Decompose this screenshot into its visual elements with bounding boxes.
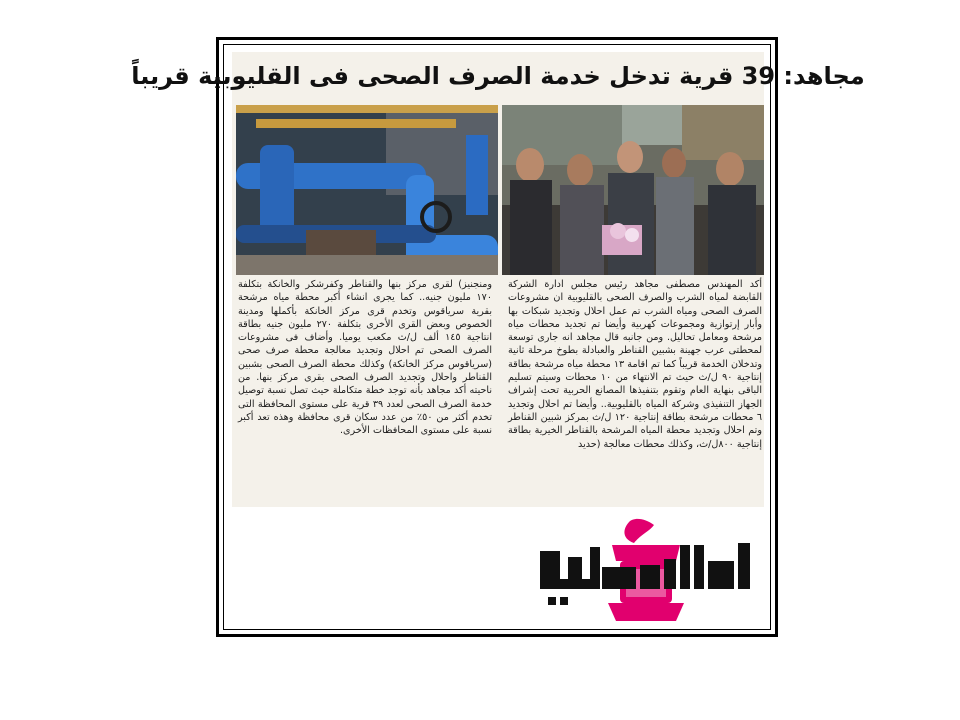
- article-paragraph-left: ومنجنيز) لقرى مركز بنها والقناطر وكفرشكر والخانكة بتكلفة ١٧٠ مليون جنيه.. كما يجرى انشاء أكبر محطة مياه مرشحة بقرية سرياقوس وتخدم قرى مركز الخانكة بأكملها ومدينة الخصوص وبعض القرى الأخرى بتكلفة ٢٧٠ مليون جنيه بطاقة انتاجية ١٤٥ ألف ل/ث مكعب يوميا. وأضاف فى مشروعات الصرف الصحى تم احلال وتجديد معالجة محطة صرف صحى (سرياقوس مركز الخانكة) وكذلك محطة الصرف الصحى بشبين القناطر واحلال وتجديد الصرف الصحى بقرى مركز بنها. من ناحيته أكد مجاهد بأنه توجد خطة متكاملة حيث تصل نسبة توصيل خدمة الصرف الصحى لعدد ٣٩ قرية على مستوى المحافظة التى تخدم أكثر من ٥٠٪ من عدد سكان قرى محافظة وهذه تعد أكبر نسبة على مستوى المحافظات الأخرى.: [238, 279, 492, 437]
- officials-photo: [502, 105, 764, 275]
- article-paragraph-right: أكد المهندس مصطفى مجاهد رئيس مجلس ادارة الشركة القابضة لمياه الشرب والصرف الصحى بالقليوبية ان مشروعات الصرف الصحى ومياه الشرب تم عمل احلال وتجديد شبكات بها وأبار إرتوازية ومجموعات كهربية وأيضا تم تجديد محطات مياه مرشحة ومعامل تحاليل. ومن جانبه قال مجاهد انه جارى توسعة لمحطتى عرب جهينة بشبين القناطر والعبادلة بطوخ مرحلة ثانية وتدخلان الخدمة قريباً كما تم اقامة ١٣ محطة مياه مرشحة بطاقة إنتاجية ٩٠ ل/ث حيث تم الانتهاء من ١٠ محطات وسيتم تسليم الباقى بنهاية العام وتقوم بتنفيذها المصانع الحربية تحت إشراف الجهاز التنفيذى وشركة المياه بالقليوبية.. وأيضا تم احلال وتجديد ٦ محطات مرشحة بطاقة إنتاجية ١٢٠ ل/ث بمركز شبين القناطر وتم احلال وتجديد محطة المياه المرشحة بالقناطر الخيرية بطاقة إنتاجية ٨٠٠ل/ث، وكذلك محطات معالجة (حديد: [508, 279, 763, 450]
- article-column-right: [508, 278, 762, 504]
- article-headline: مجاهد: 39 قرية تدخل خدمة الصرف الصحى فى القليوبية قريباً: [131, 62, 865, 90]
- water-pipes-photo: [236, 105, 498, 275]
- pipes-photo: [236, 105, 498, 275]
- eagle-emblem-icon: [530, 517, 762, 625]
- article-column-left: [238, 278, 492, 504]
- group-of-officials-photo: [502, 105, 764, 275]
- newspaper-clipping: [131, 52, 865, 507]
- newspaper-masthead-logo: [530, 517, 762, 625]
